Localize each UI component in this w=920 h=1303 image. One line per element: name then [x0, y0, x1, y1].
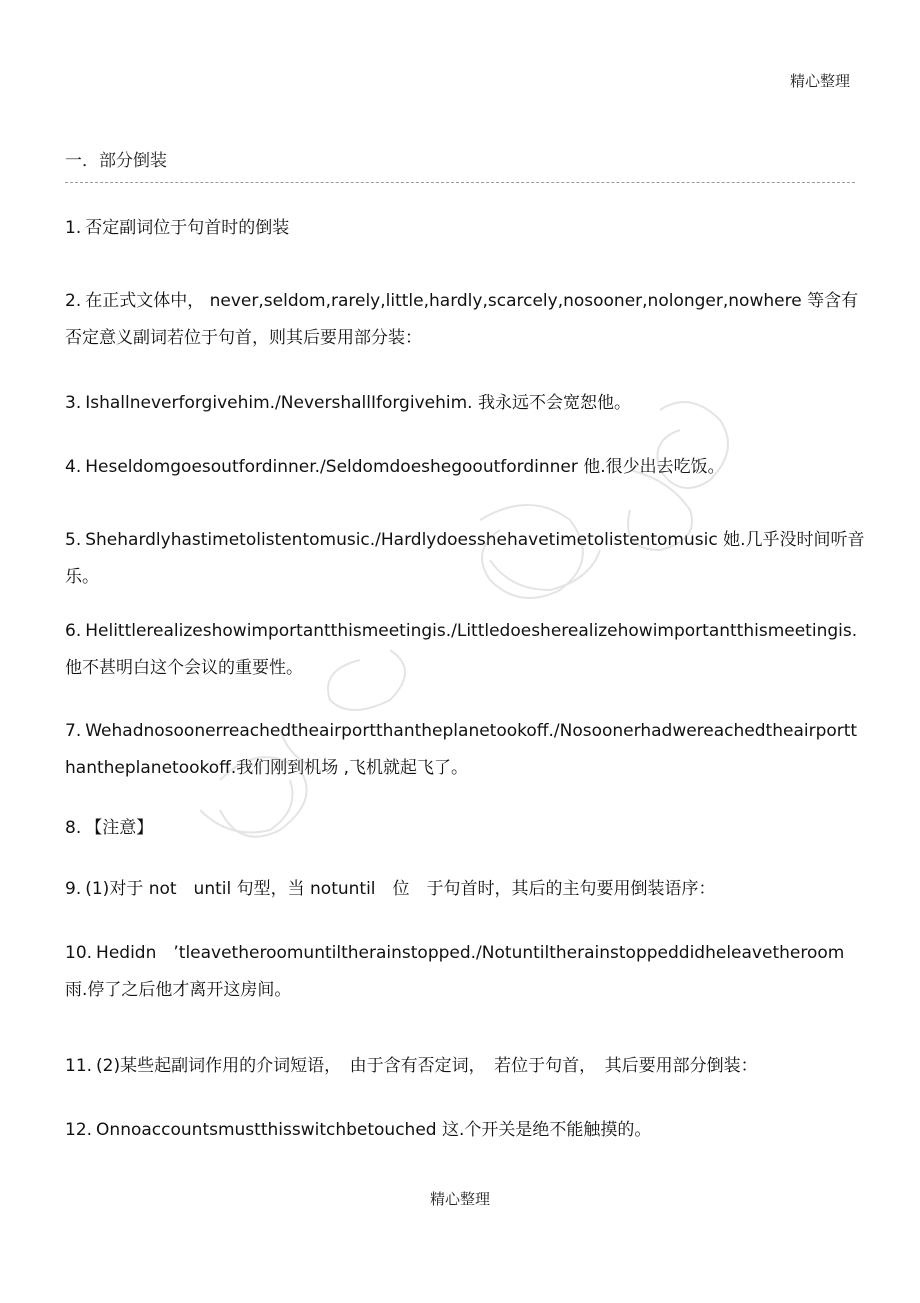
paragraph-7: 7. Wehadnosoonerreachedtheairportthantheplanetookoff./Nosoonerhadwereachedtheairportthantheplanetookoff.我们刚到机场 ,飞机就起飞了。: [65, 721, 858, 778]
footer-mark: 精心整理: [429, 1190, 490, 1208]
section-heading: 一．部分倒装: [65, 151, 167, 171]
paragraph-11: 11. (2)某些起副词作用的介词短语， 由于含有否定词， 若位于句首， 其后要用部分倒装：: [65, 1056, 758, 1076]
paragraph-12: 12. Onnoaccountsmustthisswitchbetouched 这.个开关是绝不能触摸的。: [65, 1120, 652, 1140]
paragraph-9: 9. (1)对于 not until 句型，当 notuntil 位 于句首时，其后的主句要用倒装语序：: [65, 879, 716, 899]
paragraph-8: 8. 【注意】: [65, 818, 154, 838]
paragraph-1: 1. 否定副词位于句首时的倒装: [65, 218, 290, 238]
paragraph-3: 3. Ishallneverforgivehim./NevershallIforgivehim. 我永远不会宽恕他。: [65, 393, 631, 413]
paragraph-6: 6. Helittlerealizeshowimportantthismeetingis./Littledoesherealizehowimportantthismeetingis.他不甚明白这个会议的重要性。: [65, 621, 858, 678]
paragraph-4: 4. Heseldomgoesoutfordinner./Seldomdoeshegooutfordinner 他.很少出去吃饭。: [65, 457, 725, 477]
paragraph-10: 10. Hedidn ’tleavetheroomuntiltherainstopped./Notuntiltherainstoppeddidheleavetheroom 雨.停了之后他才离开这房间。: [65, 943, 845, 1000]
paragraph-5: 5. Shehardlyhastimetolistentomusic./Hardlydoesshehavetimetolistentomusic 她.几乎没时间听音乐。: [65, 530, 865, 587]
header-mark: 精心整理: [789, 72, 850, 90]
paragraph-2: 2. 在正式文体中， never,seldom,rarely,little,hardly,scarcely,nosooner,nolonger,nowhere 等含有否定意义副词若位于句首，则其后要用部分装：: [65, 291, 859, 348]
heading-divider: [65, 182, 855, 183]
